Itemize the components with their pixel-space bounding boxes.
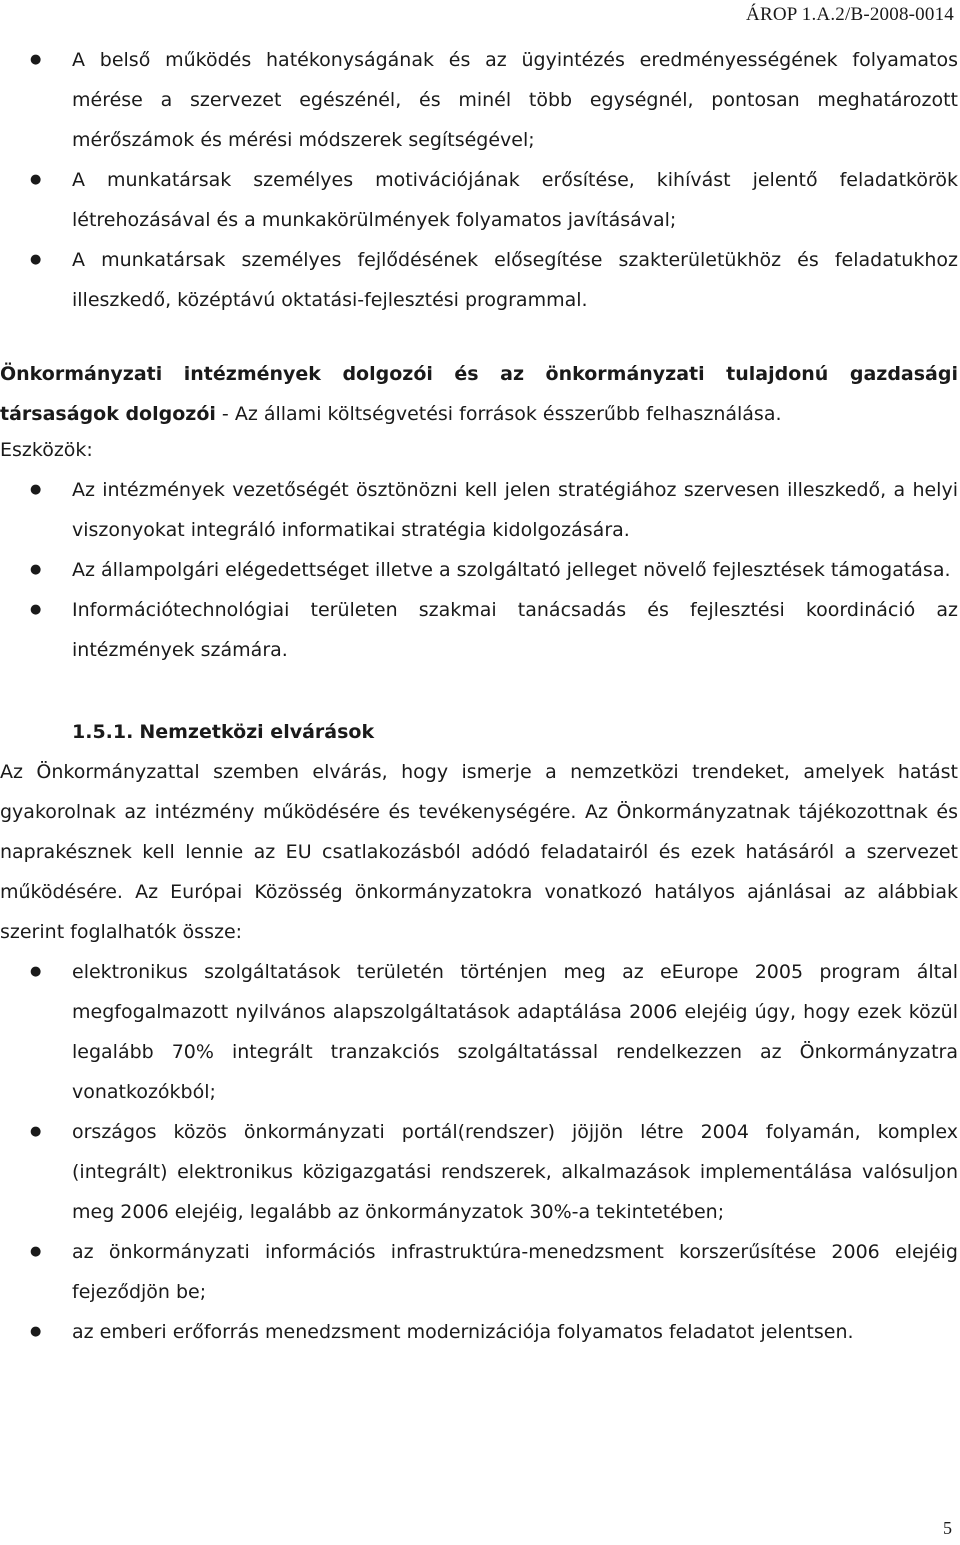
list-item-text: az emberi erőforrás menedzsment modernizációja folyamatos feladatot jelentsen. [72, 1321, 854, 1343]
bullet-icon: ● [30, 1324, 42, 1339]
list-item-text: Az intézmények vezetőségét ösztönözni kell jelen stratégiához szervesen illeszkedő, a helyi viszonyokat integráló informatikai stratégia kidolgozására. [72, 479, 958, 541]
list-item [0, 160, 958, 240]
list-item [0, 240, 958, 320]
bullet-icon: ● [30, 172, 42, 187]
list-item [0, 952, 958, 1112]
target-group-description: - Az állami költségvetési források ésszerűbb felhasználása. [215, 403, 782, 425]
section-number: 1.5.1. [72, 721, 134, 743]
list-item-text: elektronikus szolgáltatások területén történjen meg az eEurope 2005 program által megfogalmazott nyilvános alapszolgáltatások adaptálása 2006 elejéig úgy, hogy ezek közül legalább 70% integrált tranzakciós szolgáltatással rendelkezzen az Önkormányzatra vonatkozókból; [72, 961, 958, 1103]
target-group-paragraph [0, 354, 958, 434]
tools-label: Eszközök: [0, 439, 93, 461]
section-paragraph: Az Önkormányzattal szemben elvárás, hogy ismerje a nemzetközi trendeket, amelyek hatást gyakorolnak az intézmény működésére és tevékenységére. Az Önkormányzatnak tájékozottnak és naprakésznek kell lennie az EU csatlakozásból adódó feladatairól és ezek hatásáról a szervezet működésére. Az Európai Közösség önkormányzatokra vonatkozó hatályos ajánlásai az alábbiak szerint foglalhatók össze: [0, 761, 958, 943]
list-item [0, 590, 958, 670]
list-item-text: A munkatársak személyes motivációjának erősítése, kihívást jelentő feladatkörök létrehozásával és a munkakörülmények folyamatos javításával; [72, 169, 958, 231]
bullet-icon: ● [30, 252, 42, 267]
bullet-icon: ● [30, 964, 42, 979]
bullet-icon: ● [30, 602, 42, 617]
bullet-icon: ● [30, 1124, 42, 1139]
document-reference-header: ÁROP 1.A.2/B-2008-0014 [746, 4, 954, 25]
goals-list [0, 40, 958, 320]
section-title: Nemzetközi elvárások [139, 721, 375, 743]
list-item-text: A munkatársak személyes fejlődésének elősegítése szakterületükhöz és feladatukhoz illeszkedő, középtávú oktatási-fejlesztési programmal. [72, 249, 958, 311]
list-item-text: országos közös önkormányzati portál(rendszer) jöjjön létre 2004 folyamán, komplex (integrált) elektronikus közigazgatási rendszerek, alkalmazások implementálása valósuljon meg 2006 elejéig, legalább az önkormányzatok 30%-a tekintetében; [72, 1121, 958, 1223]
page-body [0, 40, 958, 1352]
list-item [0, 1312, 958, 1352]
list-item-text: Az állampolgári elégedettséget illetve a szolgáltató jelleget növelő fejlesztések támogatása. [72, 559, 951, 581]
bullet-icon: ● [30, 482, 42, 497]
list-item-text: Információtechnológiai területen szakmai tanácsadás és fejlesztési koordináció az intézmények számára. [72, 599, 958, 661]
page-number: 5 [943, 1518, 952, 1538]
section-heading [0, 712, 958, 752]
bullet-icon: ● [30, 562, 42, 577]
list-item [0, 1232, 958, 1312]
bullet-icon: ● [30, 52, 42, 67]
target-group-title: Önkormányzati intézmények dolgozói és az önkormányzati tulajdonú gazdasági társaságok dolgozói [0, 363, 958, 425]
list-item [0, 550, 958, 590]
list-item-text: az önkormányzati információs infrastruktúra-menedzsment korszerűsítése 2006 elejéig fejeződjön be; [72, 1241, 958, 1303]
list-item [0, 1112, 958, 1232]
recommendations-list [0, 952, 958, 1352]
tools-list [0, 470, 958, 670]
list-item [0, 470, 958, 550]
list-item [0, 40, 958, 160]
list-item-text: A belső működés hatékonyságának és az ügyintézés eredményességének folyamatos mérése a szervezet egészénél, és minél több egységnél, pontosan meghatározott mérőszámok és mérési módszerek segítségével; [72, 49, 958, 151]
bullet-icon: ● [30, 1244, 42, 1259]
